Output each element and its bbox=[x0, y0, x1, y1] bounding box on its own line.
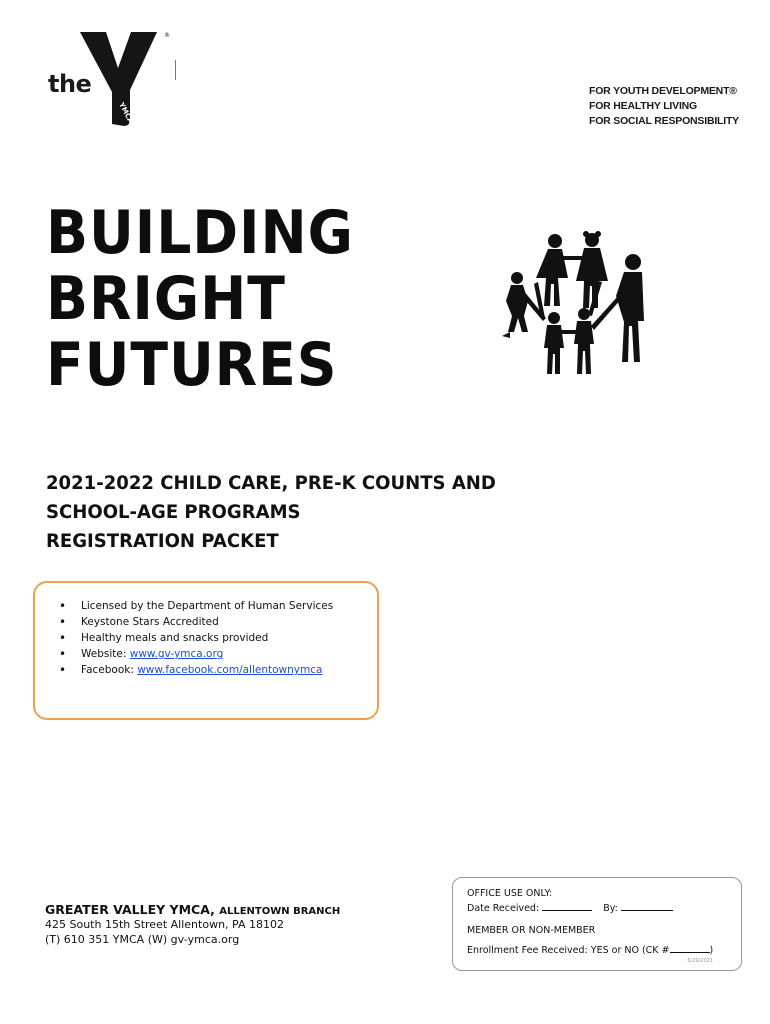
office-date-row bbox=[467, 903, 673, 914]
website-label: Website: bbox=[81, 648, 130, 660]
subtitle-line: 2021-2022 CHILD CARE, PRE-K COUNTS AND bbox=[46, 472, 496, 494]
title-line: BUILDING bbox=[46, 198, 354, 268]
program-info-box bbox=[33, 581, 379, 720]
logo-the-text: the bbox=[48, 70, 92, 98]
tagline-line: FOR HEALTHY LIVING bbox=[589, 100, 698, 112]
list-item-website bbox=[59, 646, 333, 662]
program-info-list bbox=[59, 598, 333, 678]
subtitle-line: REGISTRATION PACKET bbox=[46, 530, 279, 552]
branch-address bbox=[45, 902, 340, 947]
address-street: 425 South 15th Street Allentown, PA 18102 bbox=[45, 918, 284, 931]
by-blank[interactable] bbox=[621, 910, 673, 911]
office-fee-row bbox=[467, 945, 713, 956]
website-link[interactable]: www.gv-ymca.org bbox=[129, 648, 224, 660]
tagline-line: FOR SOCIAL RESPONSIBILITY bbox=[589, 115, 739, 127]
list-item: • Keystone Stars Accredited bbox=[59, 614, 333, 630]
date-received-label: Date Received: bbox=[467, 903, 543, 914]
list-item: • Licensed by the Department of Human Services bbox=[59, 598, 333, 614]
by-label: By: bbox=[603, 903, 621, 914]
tagline-line: FOR YOUTH DEVELOPMENT® bbox=[589, 85, 737, 97]
packet-subtitle bbox=[46, 469, 520, 556]
list-item-facebook bbox=[59, 662, 333, 678]
date-received-blank[interactable] bbox=[542, 910, 592, 911]
form-date-code: 6/29/2021 bbox=[687, 958, 713, 964]
title-line: BRIGHT bbox=[46, 264, 286, 334]
list-item: • Healthy meals and snacks provided bbox=[59, 630, 333, 646]
title-line: FUTURES bbox=[46, 330, 338, 400]
fee-label: Enrollment Fee Received: YES or NO (CK # bbox=[467, 945, 670, 956]
page-title bbox=[46, 200, 381, 398]
children-figures-illustration bbox=[498, 226, 648, 378]
office-heading: OFFICE USE ONLY: bbox=[467, 888, 553, 899]
facebook-link[interactable]: www.facebook.com/allentownymca bbox=[137, 664, 323, 676]
check-number-blank[interactable] bbox=[670, 952, 710, 953]
logo-reg-mark: ® bbox=[164, 32, 170, 39]
address-contact: (T) 610 351 YMCA (W) gv-ymca.org bbox=[45, 933, 240, 946]
logo-ymca-text: YMCA bbox=[117, 101, 135, 125]
address-branch-name: ALLENTOWN BRANCH bbox=[219, 906, 341, 917]
address-org-name: GREATER VALLEY YMCA, bbox=[45, 902, 220, 917]
address-org bbox=[45, 902, 340, 917]
office-use-box bbox=[452, 877, 742, 971]
subtitle-line: SCHOOL-AGE PROGRAMS bbox=[46, 501, 301, 523]
member-status: MEMBER OR NON-MEMBER bbox=[467, 925, 596, 936]
logo-divider bbox=[175, 60, 176, 80]
tagline bbox=[589, 84, 739, 129]
fee-close-paren: ) bbox=[709, 945, 714, 956]
facebook-label: Facebook: bbox=[81, 664, 138, 676]
